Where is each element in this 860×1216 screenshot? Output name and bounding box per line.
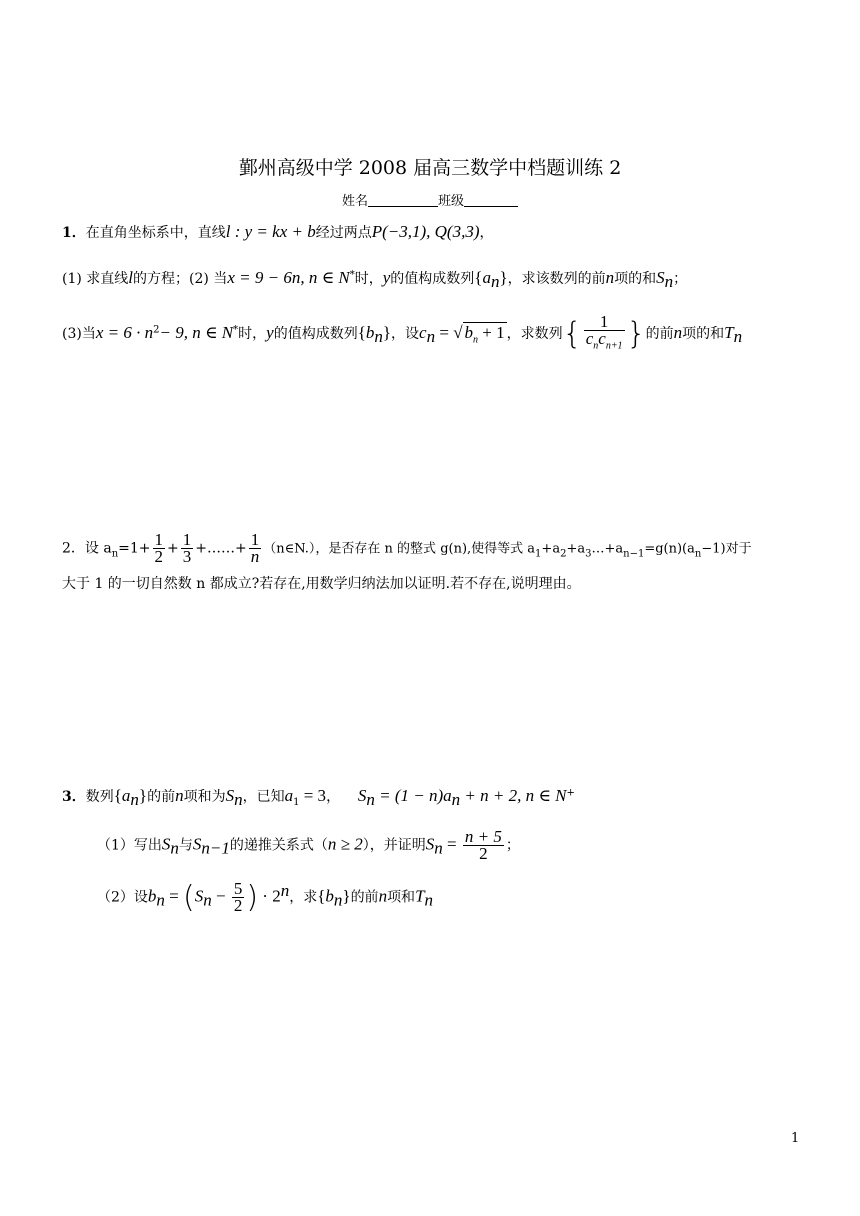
question-1-parts: (1) 求直线l的方程；(2) 当x = 9 − 6n, n ∈ N*时，y的值构成数列$\{a_n\}$，求该数列的前n项的和$S_n$； xyxy=(62,268,688,291)
fraction-one-over-cc: $\frac{1}{c_nc_{n+1}}$ xyxy=(585,312,623,352)
question-number: 1． xyxy=(62,225,86,241)
name-blank[interactable] xyxy=(368,193,438,207)
question-1-part-3: (3)当$x = 6 \cdot n^2- 9$, n ∈ N*时，y的值构成数列$\{b_n\}$，设$c_n$ = √ $b_n + 1$ ，求数列{ $\frac{1}{c_nc_{n+1}}$ }的前n项的和$T_n$ xyxy=(62,314,742,354)
question-1-stem: 1．在直角坐标系中，直线l : y = kx + b经过两点P(−3,1), Q(3,3)， xyxy=(62,222,494,241)
question-2-line-1: 2．设 $a_n=1+$ $\frac{1}{2}$ + $\frac{1}{3}$ +……+ $\frac{1}{n}$ （n∈N.），是否存在 n 的整式 g(n),使得等式 $a_1+a_2+a_3\dots+a_{n-1}=g(n)(a_n-1)$对于 xyxy=(62,530,752,566)
question-3-part-2: （2）设$b_n = (S_n$ − $\frac{5}{2}$ ) · $2^n$，求$\{b_n\}$的前n项和$T_n$ xyxy=(97,879,434,915)
name-class-line xyxy=(0,190,860,209)
page-title: 鄞州高级中学 2008 届高三数学中档题训练 2 xyxy=(238,157,622,179)
question-3-part-1: （1）写出$S_n$与$S_{n-1}$的递推关系式（n ≥ 2），并证明$S_n$ = $\frac{n + 5}{2}$ ； xyxy=(97,827,520,863)
class-blank[interactable] xyxy=(464,193,518,207)
page-number: 1 xyxy=(791,1131,800,1146)
line-equation: l : y = kx + b xyxy=(225,222,316,241)
question-3-stem: 3．数列$\{a_n\}$的前n项和为$S_n$，已知$a_1 = 3$， $S_n = (1 - n)a_n + n + 2$, n ∈ N+ xyxy=(62,786,575,809)
question-number: 2． xyxy=(62,540,85,557)
question-2-line-2: 大于 1 的一切自然数 n 都成立?若存在,用数学归纳法加以证明.若不存在,说明理由。 xyxy=(62,576,581,592)
name-label: 姓名 xyxy=(341,194,368,209)
class-label: 班级 xyxy=(438,194,465,209)
question-number: 3． xyxy=(62,789,86,805)
points-pq: P(−3,1), Q(3,3) xyxy=(371,222,480,241)
